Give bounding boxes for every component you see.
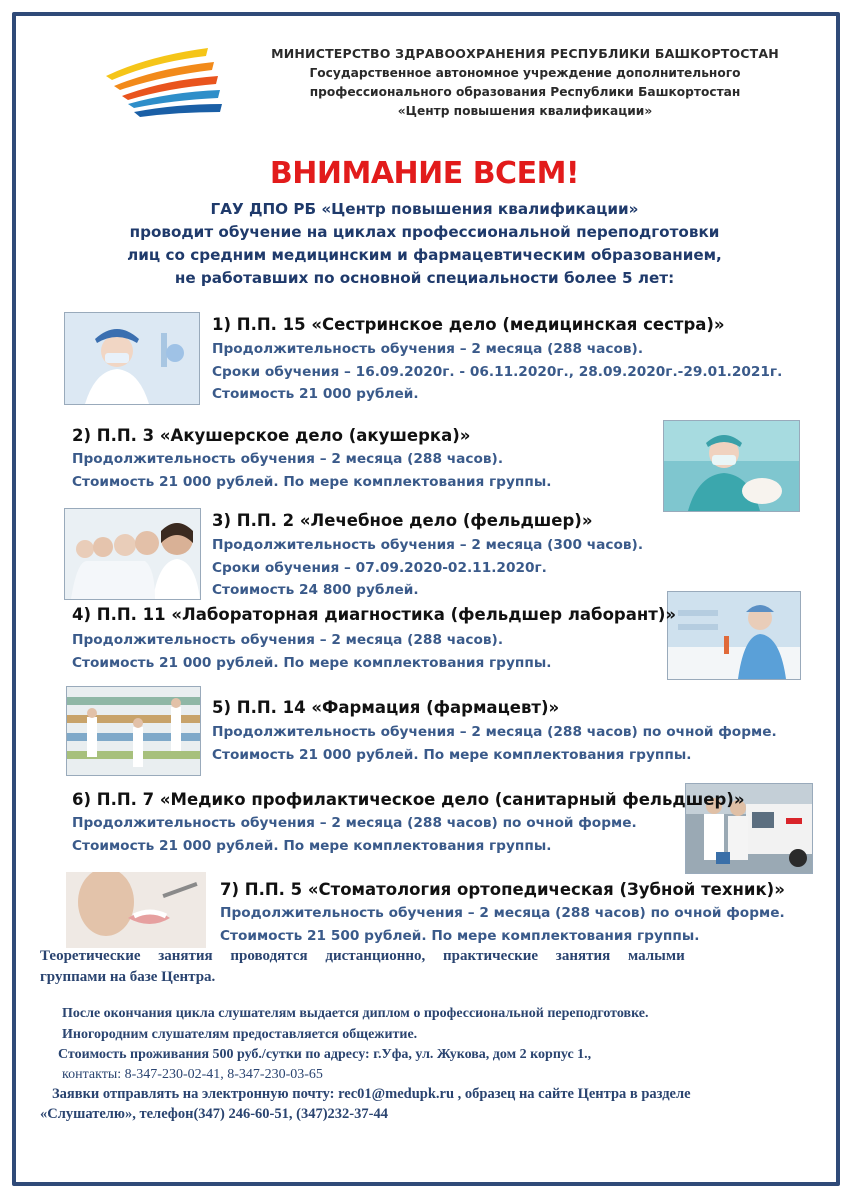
course-1-cost: Стоимость 21 000 рублей. bbox=[212, 386, 419, 402]
institution-line-3: «Центр повышения квалификации» bbox=[397, 104, 653, 118]
course-6-title: 6) П.П. 7 «Медико профилактическое дело (санитарный фельдшер)» bbox=[72, 790, 745, 809]
nurse-photo bbox=[64, 312, 200, 405]
application-phone-line: «Слушателю», телефон(347) 246-60-51, (347)232-37-44 bbox=[40, 1106, 388, 1122]
course-2-title: 2) П.П. 3 «Акушерское дело (акушерка)» bbox=[72, 426, 471, 445]
dental-technician-photo bbox=[66, 872, 206, 948]
ministry-name: МИНИСТЕРСТВО ЗДРАВООХРАНЕНИЯ РЕСПУБЛИКИ БАШКОРТОСТАН bbox=[271, 46, 779, 61]
course-3-cost: Стоимость 24 800 рублей. bbox=[212, 582, 419, 598]
course-3-dates: Сроки обучения – 07.09.2020-02.11.2020г. bbox=[212, 560, 547, 576]
course-1-title: 1) П.П. 15 «Сестринское дело (медицинская сестра)» bbox=[212, 315, 725, 334]
course-6-cost: Стоимость 21 000 рублей. По мере комплектования группы. bbox=[72, 838, 552, 854]
laboratory-photo bbox=[667, 591, 801, 680]
institution-line-2: профессионального образования Республики Башкортостан bbox=[309, 85, 741, 99]
contact-phones: контакты: 8-347-230-02-41, 8-347-230-03-65 bbox=[62, 1067, 323, 1082]
logo-icon bbox=[98, 42, 228, 122]
course-5-title: 5) П.П. 14 «Фармация (фармацевт)» bbox=[212, 698, 560, 717]
theory-note-line-2: группами на базе Центра. bbox=[40, 969, 216, 985]
course-3-duration: Продолжительность обучения – 2 месяца (300 часов). bbox=[212, 537, 644, 553]
accommodation-cost: Стоимость проживания 500 руб./сутки по адресу: г.Уфа, ул. Жукова, дом 2 корпус 1., bbox=[58, 1047, 592, 1062]
diploma-note: После окончания цикла слушателям выдается диплом о профессиональной переподготовке. bbox=[62, 1006, 649, 1021]
course-3-title: 3) П.П. 2 «Лечебное дело (фельдшер)» bbox=[212, 511, 593, 530]
dormitory-note: Иногородним слушателям предоставляется общежитие. bbox=[62, 1027, 418, 1042]
application-email-line: Заявки отправлять на электронную почту: rec01@medupk.ru , образец на сайте Центра в разделе bbox=[52, 1086, 691, 1102]
pharmacy-photo bbox=[66, 686, 201, 776]
intro-line-2: проводит обучение на циклах профессиональной переподготовки bbox=[129, 223, 720, 241]
course-1-dates: Сроки обучения – 16.09.2020г. - 06.11.2020г., 28.09.2020г.-29.01.2021г. bbox=[212, 364, 783, 380]
medical-team-photo bbox=[64, 508, 201, 600]
intro-line-4: не работавших по основной специальности более 5 лет: bbox=[174, 269, 675, 287]
course-7-duration: Продолжительность обучения – 2 месяца (288 часов) по очной форме. bbox=[220, 905, 785, 921]
course-4-title: 4) П.П. 11 «Лабораторная диагностика (фельдшер лаборант)» bbox=[72, 605, 677, 624]
intro-line-3: лиц со средним медицинским и фармацевтическим образованием, bbox=[127, 246, 722, 264]
course-5-duration: Продолжительность обучения – 2 месяца (288 часов) по очной форме. bbox=[212, 724, 777, 740]
course-7-title: 7) П.П. 5 «Стоматология ортопедическая (Зубной техник)» bbox=[220, 880, 785, 899]
course-2-duration: Продолжительность обучения – 2 месяца (288 часов). bbox=[72, 451, 504, 467]
course-4-duration: Продолжительность обучения – 2 месяца (288 часов). bbox=[72, 632, 504, 648]
intro-line-1: ГАУ ДПО РБ «Центр повышения квалификации» bbox=[210, 200, 639, 218]
course-2-cost: Стоимость 21 000 рублей. По мере комплектования группы. bbox=[72, 474, 552, 490]
course-7-cost: Стоимость 21 500 рублей. По мере комплектования группы. bbox=[220, 928, 700, 944]
institution-line-1: Государственное автономное учреждение дополнительного bbox=[309, 66, 741, 80]
course-5-cost: Стоимость 21 000 рублей. По мере комплектования группы. bbox=[212, 747, 692, 763]
course-6-duration: Продолжительность обучения – 2 месяца (288 часов) по очной форме. bbox=[72, 815, 637, 831]
course-1-duration: Продолжительность обучения – 2 месяца (288 часов). bbox=[212, 341, 644, 357]
theory-note-words: Теоретические занятия проводятся дистанционно, практические занятия малыми bbox=[40, 948, 685, 964]
course-4-cost: Стоимость 21 000 рублей. По мере комплектования группы. bbox=[72, 655, 552, 671]
page-title: ВНИМАНИЕ ВСЕМ! bbox=[269, 156, 580, 191]
midwife-photo bbox=[663, 420, 800, 512]
theory-note-line-1 bbox=[40, 948, 818, 965]
